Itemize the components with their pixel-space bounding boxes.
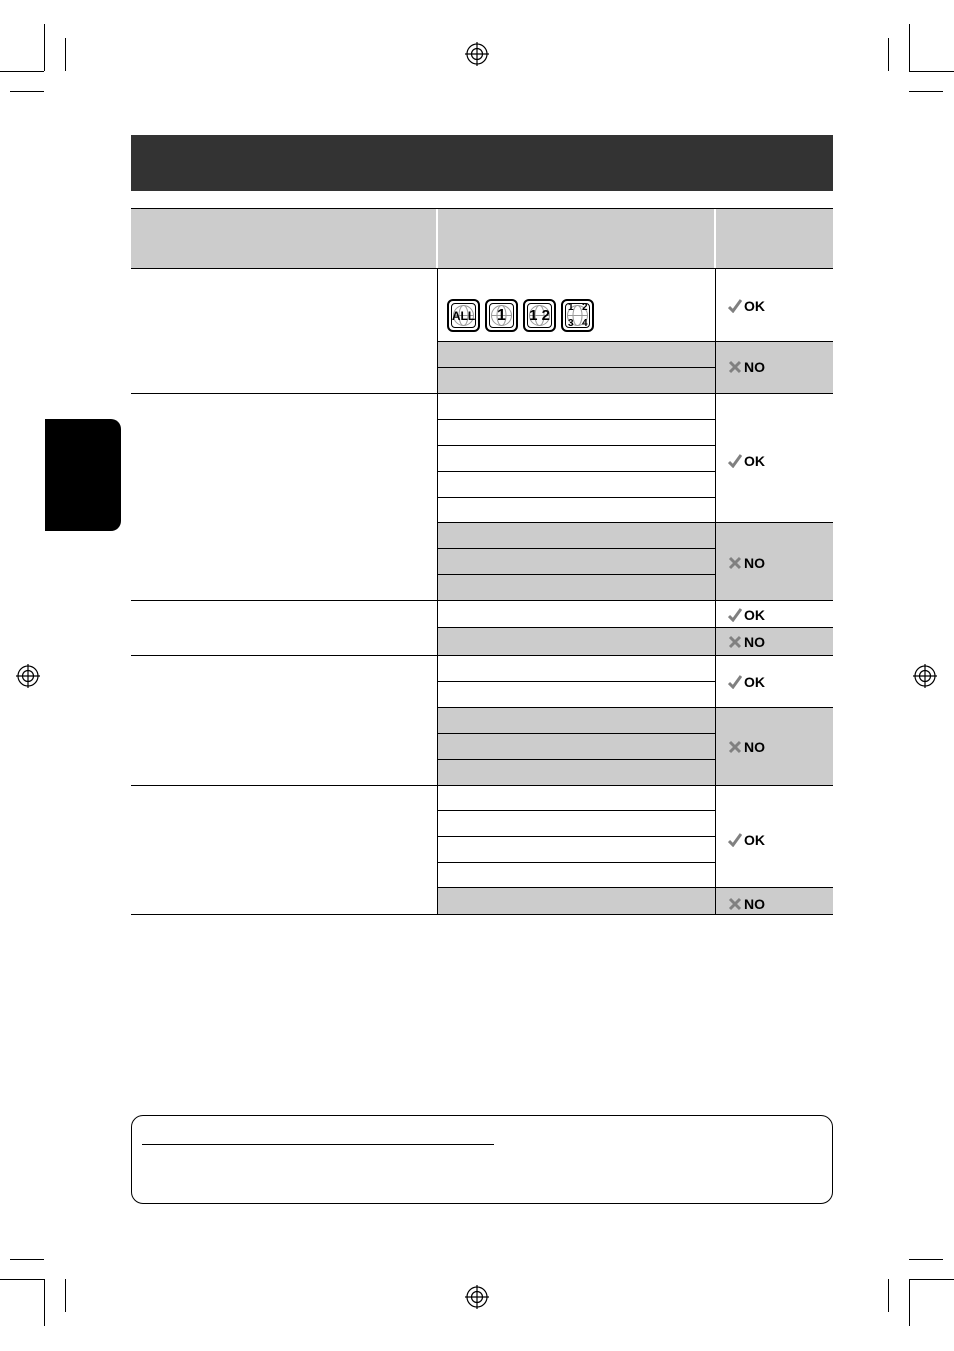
status-ok: OK: [728, 832, 765, 848]
crop-mark: [0, 71, 44, 72]
cross-icon: [728, 556, 742, 570]
table-rule: [131, 600, 833, 601]
region-1-2-3-4-icon: 1 2 3 4: [561, 299, 594, 332]
status-no: NO: [728, 739, 765, 755]
crop-mark: [888, 1279, 889, 1312]
crop-mark: [65, 1279, 66, 1312]
crop-mark: [10, 91, 44, 92]
table-rule: [437, 497, 715, 498]
table-header-cell: [131, 209, 436, 268]
registration-mark-icon: [465, 1285, 489, 1309]
table-rule: [437, 341, 833, 342]
check-icon: [728, 833, 742, 847]
table-cell-shaded: [437, 708, 833, 785]
note-heading-rule: [142, 1144, 494, 1145]
region-1-icon: 1: [485, 299, 518, 332]
status-ok: OK: [728, 674, 765, 690]
table-rule: [437, 445, 715, 446]
table-rule: [437, 471, 715, 472]
table-cell-shaded: [437, 888, 833, 915]
registration-mark-icon: [16, 664, 40, 688]
status-no: NO: [728, 359, 765, 375]
table-rule: [437, 681, 715, 682]
cross-icon: [728, 897, 742, 911]
check-icon: [728, 608, 742, 622]
check-icon: [728, 454, 742, 468]
check-icon: [728, 675, 742, 689]
table-rule: [437, 862, 715, 863]
table-rule: [437, 810, 715, 811]
table-header-cell: [716, 209, 833, 268]
table-rule: [437, 836, 715, 837]
cross-icon: [728, 740, 742, 754]
table-rule: [437, 574, 715, 575]
table-rule: [131, 268, 833, 269]
status-ok: OK: [728, 298, 765, 314]
table-rule: [437, 759, 715, 760]
section-header-bar: [131, 135, 833, 191]
status-ok: OK: [728, 607, 765, 623]
table-rule: [715, 268, 716, 915]
crop-mark: [888, 38, 889, 71]
table-rule: [131, 785, 833, 786]
crop-mark: [65, 38, 66, 71]
table-rule: [131, 393, 833, 394]
table-rule: [437, 367, 715, 368]
status-ok: OK: [728, 453, 765, 469]
check-icon: [728, 299, 742, 313]
table-rule: [437, 733, 715, 734]
table-rule: [131, 208, 833, 209]
crop-mark: [44, 1279, 45, 1326]
table-rule: [437, 707, 833, 708]
crop-mark: [909, 71, 954, 72]
table-cell-shaded: [437, 628, 833, 655]
region-icons: [447, 299, 594, 332]
cross-icon: [728, 360, 742, 374]
language-side-tab: [45, 419, 121, 531]
table-rule: [437, 268, 438, 915]
status-no: NO: [728, 555, 765, 571]
note-box: [131, 1115, 833, 1204]
table-rule: [437, 522, 833, 523]
table-rule: [437, 419, 715, 420]
region-all-icon: ALL: [447, 299, 480, 332]
region-1-2-icon: 1 2: [523, 299, 556, 332]
registration-mark-icon: [465, 42, 489, 66]
cross-icon: [728, 635, 742, 649]
crop-mark: [44, 24, 45, 71]
table-rule: [131, 914, 833, 915]
crop-mark: [909, 24, 910, 71]
crop-mark: [909, 1259, 943, 1260]
table-cell-shaded: [437, 523, 833, 600]
crop-mark: [10, 1259, 44, 1260]
crop-mark: [909, 1279, 954, 1280]
table-rule: [437, 887, 833, 888]
table-rule: [437, 548, 715, 549]
crop-mark: [909, 1279, 910, 1326]
status-no: NO: [728, 634, 765, 650]
status-no: NO: [728, 896, 765, 912]
table-header-cell: [438, 209, 714, 268]
registration-mark-icon: [913, 664, 937, 688]
table-rule: [131, 655, 833, 656]
table-rule: [437, 627, 833, 628]
crop-mark: [909, 91, 943, 92]
crop-mark: [0, 1279, 44, 1280]
